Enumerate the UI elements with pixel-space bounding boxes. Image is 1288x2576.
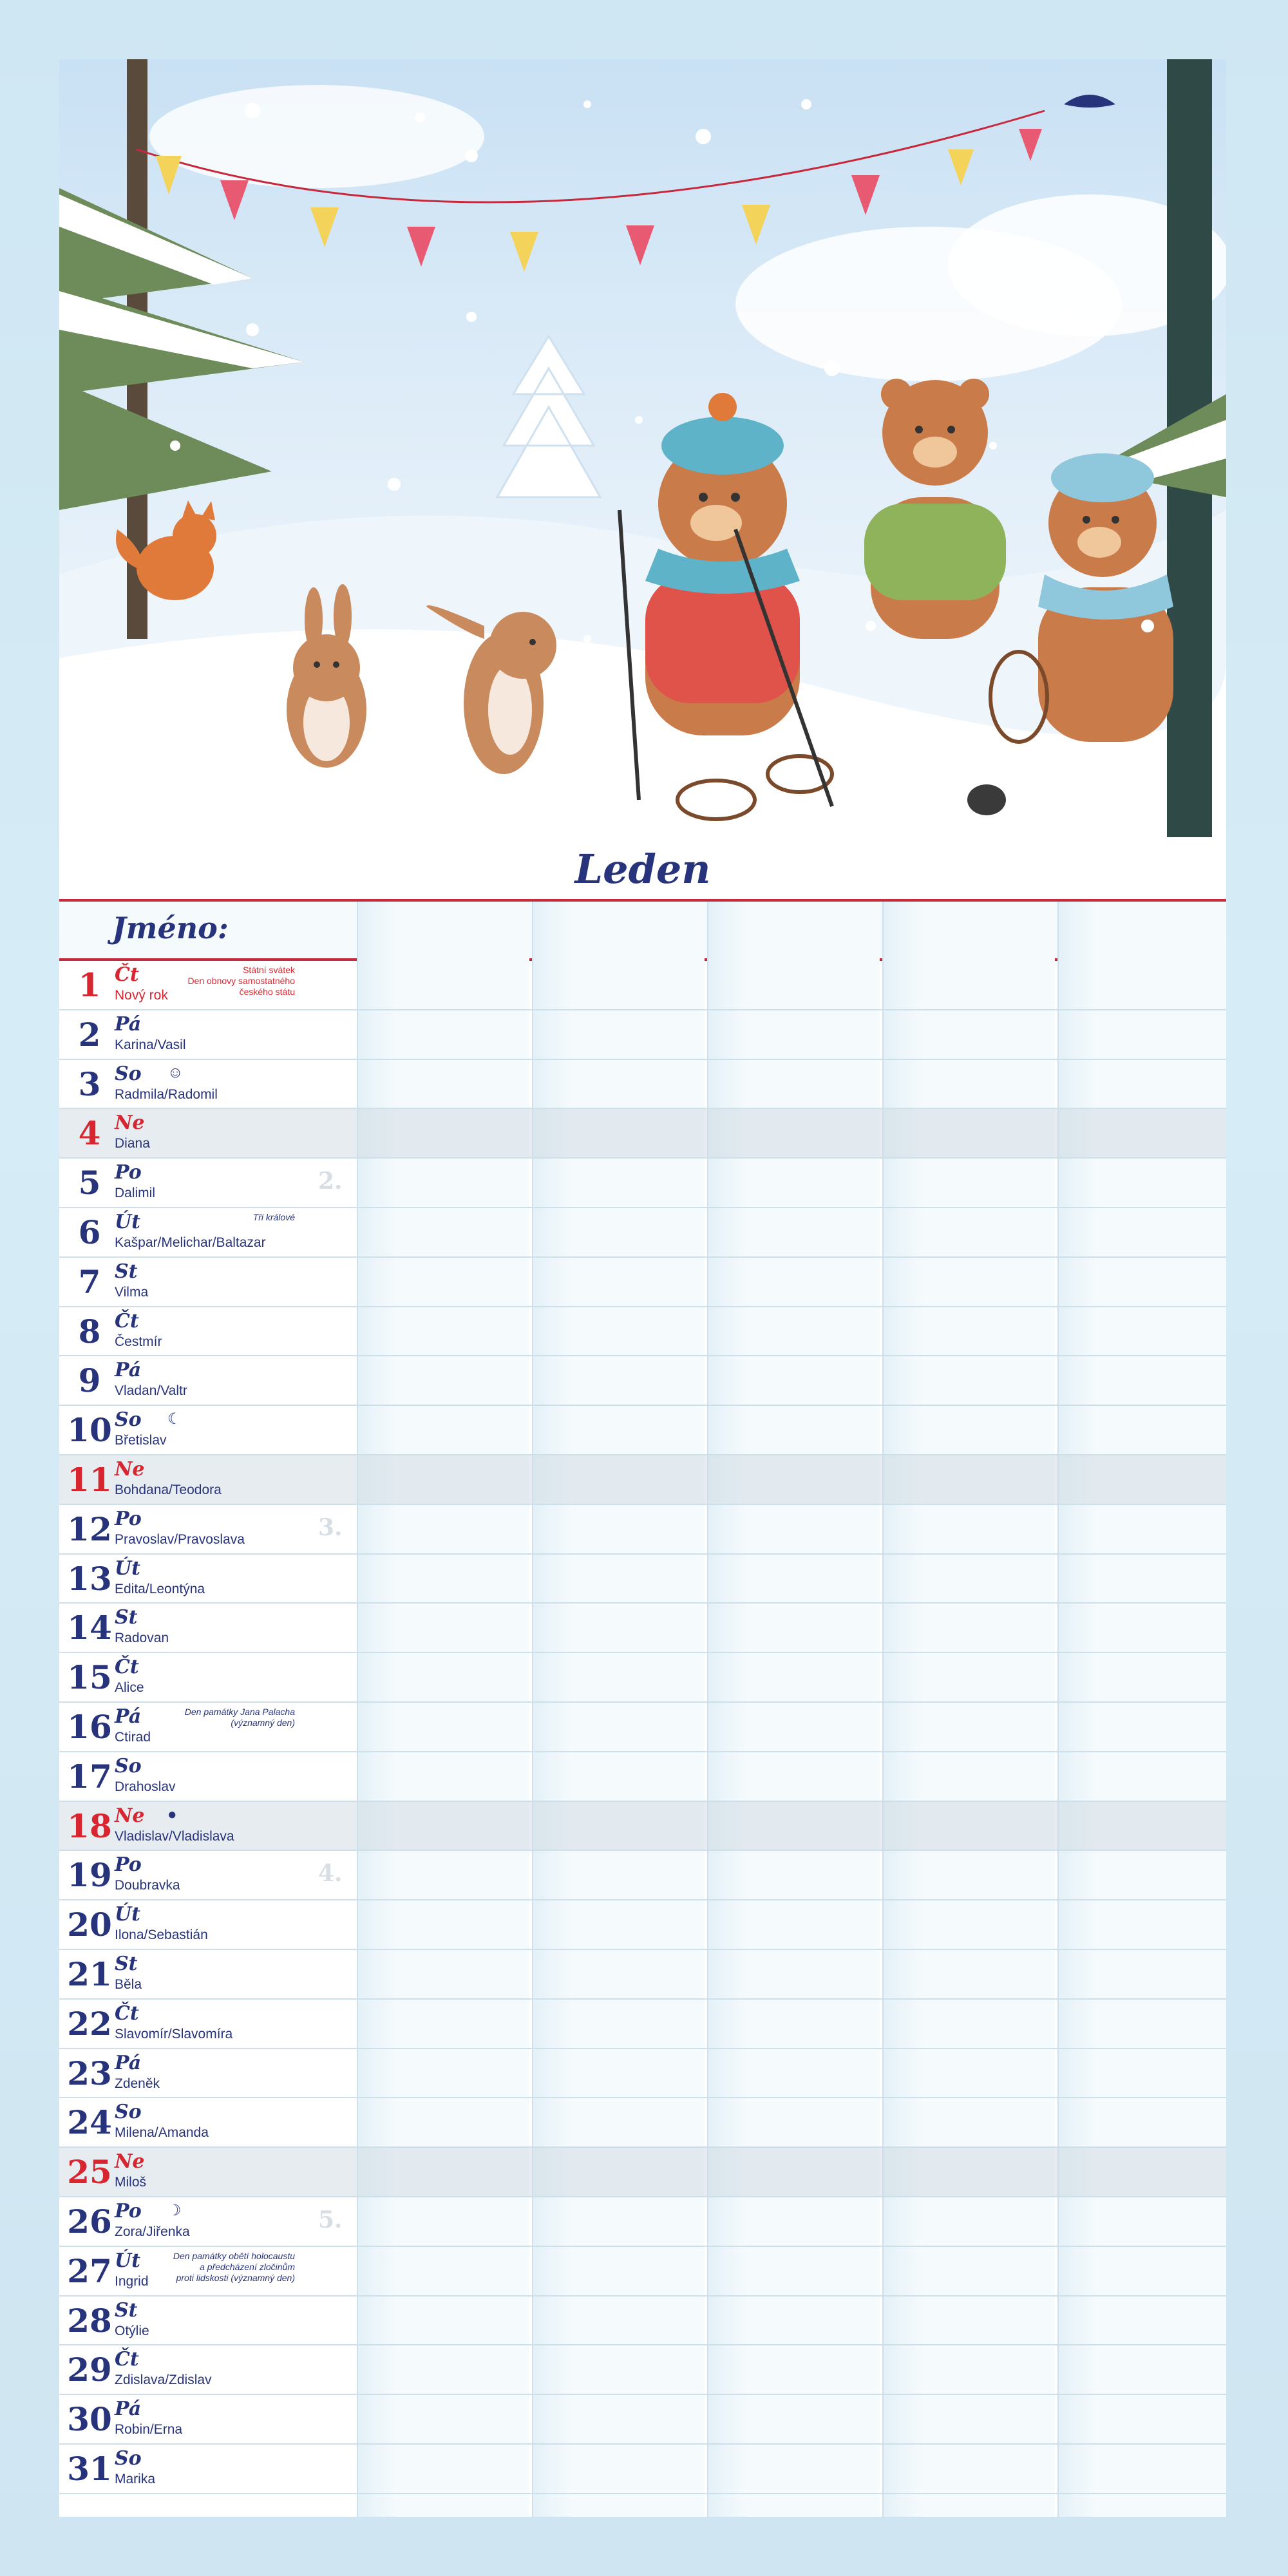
day-number: 2 — [78, 1015, 101, 1054]
day-row[interactable] — [59, 1802, 1226, 1852]
weekday-abbr: Pá — [115, 1359, 142, 1382]
day-number: 6 — [78, 1213, 101, 1251]
day-number: 24 — [67, 2103, 112, 2142]
name-day: Běla — [115, 1976, 142, 1992]
day-row[interactable] — [59, 1703, 1226, 1752]
weekday-abbr: Ne — [115, 1457, 145, 1481]
weekday-abbr: Ne — [115, 1804, 145, 1827]
name-day: Robin/Erna — [115, 2422, 183, 2438]
day-note: Den památky obětí holocaustu a předcházení zločinům proti lidskosti (významný den) — [173, 2250, 295, 2283]
day-number: 7 — [78, 1262, 101, 1301]
name-day: Radovan — [115, 1631, 169, 1646]
day-number: 30 — [67, 2400, 112, 2439]
week-number: 4. — [318, 1860, 343, 1888]
weekday-abbr: Ne — [115, 2150, 145, 2174]
day-row[interactable] — [59, 2395, 1226, 2445]
weekday-abbr: Pá — [115, 1012, 142, 1036]
weekday-abbr: Út — [115, 1903, 141, 1926]
day-row[interactable] — [59, 1010, 1226, 1060]
day-row[interactable] — [59, 1653, 1226, 1703]
day-number: 9 — [78, 1361, 101, 1400]
name-day: Zdeněk — [115, 2076, 160, 2091]
name-day: Milena/Amanda — [115, 2125, 209, 2141]
name-day: Vilma — [115, 1284, 149, 1300]
weekday-abbr: Po — [115, 1507, 142, 1530]
week-number: 5. — [318, 2206, 343, 2233]
weekday-abbr: So — [115, 1062, 142, 1085]
day-row[interactable] — [59, 1950, 1226, 2000]
name-day: Bohdana/Teodora — [115, 1482, 222, 1497]
day-row[interactable] — [59, 1406, 1226, 1455]
day-number: 27 — [67, 2251, 112, 2290]
day-row[interactable] — [59, 2247, 1226, 2297]
moon-phase-icon: ☾ — [167, 1410, 182, 1428]
name-day: Ingrid — [115, 2273, 149, 2289]
name-day: Drahoslav — [115, 1779, 176, 1794]
day-row[interactable] — [59, 1109, 1226, 1159]
day-number: 10 — [67, 1411, 112, 1450]
day-number: 22 — [67, 2004, 112, 2043]
day-number: 13 — [67, 1559, 112, 1598]
day-row[interactable] — [59, 1555, 1226, 1604]
week-number: 2. — [318, 1168, 343, 1195]
day-number: 8 — [78, 1312, 101, 1350]
name-day: Čestmír — [115, 1334, 162, 1349]
day-note: Den památky Jana Palacha (významný den) — [184, 1706, 295, 1728]
day-number: 15 — [67, 1658, 112, 1697]
day-row[interactable] — [59, 1455, 1226, 1505]
day-number: 1 — [78, 966, 101, 1004]
winter-scene-image — [59, 59, 1226, 837]
name-day: Otýlie — [115, 2323, 149, 2338]
day-row[interactable] — [59, 1159, 1226, 1208]
day-row[interactable] — [59, 2297, 1226, 2346]
weekday-abbr: Čt — [115, 1309, 139, 1332]
name-day: Slavomír/Slavomíra — [115, 2026, 233, 2041]
day-note: Státní svátek Den obnovy samostatného českého státu — [187, 965, 295, 997]
weekday-abbr: So — [115, 2101, 142, 2124]
name-day: Břetislav — [115, 1433, 167, 1448]
name-day: Zdislava/Zdislav — [115, 2372, 212, 2388]
weekday-abbr: Po — [115, 2199, 142, 2222]
day-number: 5 — [78, 1164, 101, 1202]
day-row[interactable] — [59, 2000, 1226, 2049]
day-number: 12 — [67, 1510, 112, 1548]
name-day: Ctirad — [115, 1729, 151, 1745]
weekday-abbr: St — [115, 1606, 138, 1629]
day-row[interactable] — [59, 1060, 1226, 1110]
day-row[interactable] — [59, 2345, 1226, 2395]
day-row[interactable] — [59, 1900, 1226, 1950]
name-day: Nový rok — [115, 988, 168, 1003]
day-number: 4 — [78, 1114, 101, 1153]
day-row[interactable] — [59, 961, 1226, 1010]
name-day: Vladan/Valtr — [115, 1383, 187, 1399]
weekday-abbr: St — [115, 1952, 138, 1975]
weekday-abbr: Út — [115, 1210, 141, 1233]
day-number: 25 — [67, 2153, 112, 2192]
name-day: Dalimil — [115, 1186, 155, 1201]
name-day: Marika — [115, 2471, 156, 2486]
day-number: 3 — [78, 1065, 101, 1103]
day-number: 31 — [67, 2449, 112, 2488]
week-number: 3. — [318, 1513, 343, 1541]
moon-phase-icon: ● — [167, 1805, 177, 1823]
day-number: 16 — [67, 1707, 112, 1746]
day-number: 11 — [67, 1460, 112, 1499]
weekday-abbr: Pá — [115, 2398, 142, 2421]
weekday-abbr: So — [115, 1408, 142, 1432]
name-day: Ilona/Sebastián — [115, 1927, 208, 1943]
moon-phase-icon: ☽ — [167, 2201, 182, 2219]
name-day: Zora/Jiřenka — [115, 2224, 190, 2239]
day-row[interactable] — [59, 1307, 1226, 1357]
weekday-abbr: Čt — [115, 1656, 139, 1679]
weekday-abbr: Čt — [115, 963, 139, 986]
day-row[interactable] — [59, 1356, 1226, 1406]
weekday-abbr: Pá — [115, 2051, 142, 2074]
weekday-abbr: Čt — [115, 2002, 139, 2025]
name-day: Pravoslav/Pravoslava — [115, 1531, 245, 1547]
day-row[interactable] — [59, 2445, 1226, 2494]
name-day: Karina/Vasil — [115, 1037, 186, 1052]
weekday-abbr: Pá — [115, 1705, 142, 1728]
day-row[interactable] — [59, 2098, 1226, 2148]
winter-illustration — [59, 59, 1226, 837]
day-number: 26 — [67, 2202, 112, 2240]
name-day: Radmila/Radomil — [115, 1086, 218, 1102]
weekday-abbr: St — [115, 2298, 138, 2322]
name-day: Alice — [115, 1680, 144, 1696]
name-header-label: Jméno: — [112, 911, 229, 945]
day-number: 19 — [67, 1856, 112, 1895]
day-row[interactable] — [59, 1505, 1226, 1555]
weekday-abbr: So — [115, 1754, 142, 1777]
name-day: Miloš — [115, 2175, 147, 2190]
weekday-abbr: Po — [115, 1853, 142, 1877]
day-note: Tři králové — [252, 1211, 295, 1222]
day-number: 14 — [67, 1609, 112, 1647]
day-number: 29 — [67, 2351, 112, 2389]
name-day: Edita/Leontýna — [115, 1581, 205, 1596]
day-row[interactable] — [59, 1752, 1226, 1802]
moon-phase-icon: ☺ — [167, 1063, 184, 1081]
day-number: 21 — [67, 1955, 112, 1993]
day-number: 23 — [67, 2054, 112, 2092]
day-number: 20 — [67, 1906, 112, 1944]
day-row[interactable] — [59, 1604, 1226, 1653]
day-number: 18 — [67, 1806, 112, 1845]
day-number: 28 — [67, 2301, 112, 2340]
month-title: Leden — [574, 846, 711, 893]
day-number: 17 — [67, 1757, 112, 1795]
name-day: Doubravka — [115, 1878, 180, 1893]
day-row[interactable] — [59, 1208, 1226, 1258]
day-row[interactable] — [59, 1258, 1226, 1307]
name-day: Diana — [115, 1136, 150, 1151]
name-day: Vladislav/Vladislava — [115, 1828, 234, 1844]
day-row[interactable] — [59, 2197, 1226, 2247]
name-day: Kašpar/Melichar/Baltazar — [115, 1235, 266, 1250]
weekday-abbr: Čt — [115, 2348, 139, 2371]
weekday-abbr: Ne — [115, 1112, 145, 1135]
day-row[interactable] — [59, 2148, 1226, 2197]
weekday-abbr: So — [115, 2447, 142, 2470]
weekday-abbr: Út — [115, 1557, 141, 1580]
weekday-abbr: Út — [115, 2249, 141, 2272]
day-list — [59, 961, 1226, 2494]
day-row[interactable] — [59, 2049, 1226, 2099]
weekday-abbr: Po — [115, 1161, 142, 1184]
weekday-abbr: St — [115, 1260, 138, 1283]
day-row[interactable] — [59, 1851, 1226, 1900]
